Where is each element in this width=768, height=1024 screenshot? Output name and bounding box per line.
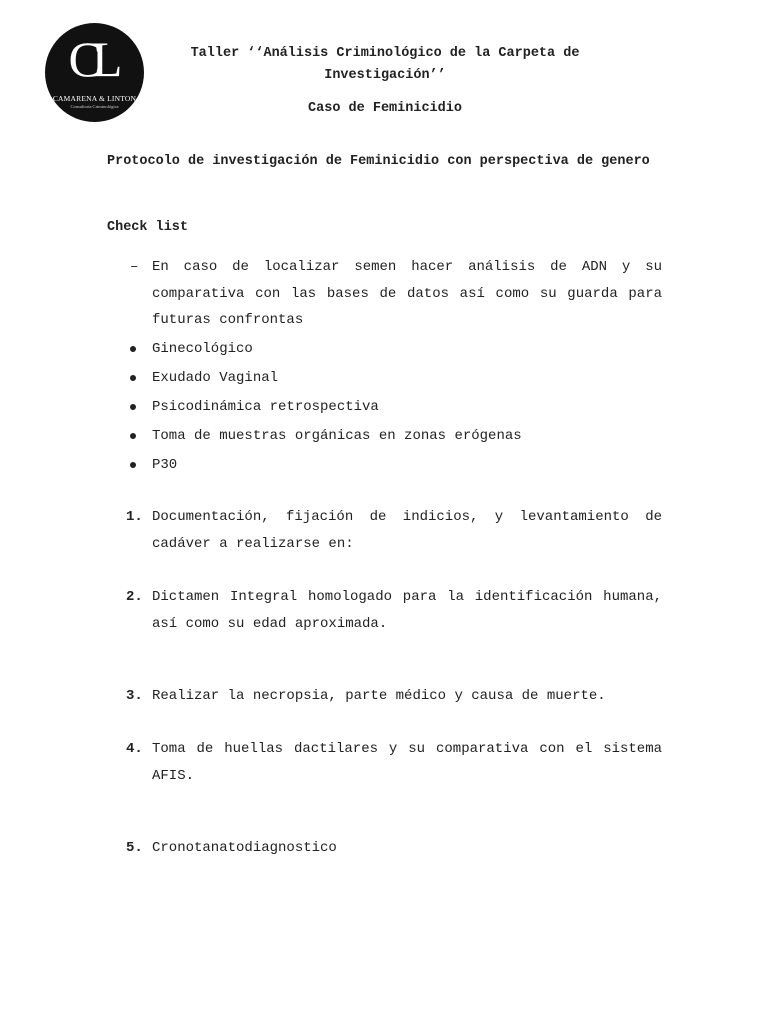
- bullet-icon: [130, 462, 136, 468]
- bullet-item: [130, 425, 522, 454]
- bullet-text: Psicodinámica retrospectiva: [152, 399, 379, 415]
- bullet-icon: [130, 346, 136, 352]
- dash-marker: –: [130, 259, 139, 275]
- document-title: Taller ‘‘Análisis Criminológico de la Carpeta de Investigación’’: [190, 46, 580, 83]
- item-text: Toma de huellas dactilares y su comparativa con el sistema AFIS.: [152, 741, 662, 784]
- item-number: 3.: [126, 688, 143, 704]
- numbered-item: [126, 683, 662, 710]
- bullet-text: Toma de muestras orgánicas en zonas erógenas: [152, 428, 522, 444]
- bullet-text: P30: [152, 457, 178, 473]
- logo-tagline: Consultoría Criminológica: [70, 104, 119, 109]
- numbered-item: [126, 736, 662, 789]
- item-text: Documentación, fijación de indicios, y levantamiento de cadáver a realizarse en:: [152, 509, 662, 552]
- bullet-list: [130, 338, 522, 483]
- bullet-text: Ginecológico: [152, 341, 253, 357]
- company-logo: [45, 23, 144, 122]
- dash-item-text: En caso de localizar semen hacer análisis de ADN y su comparativa con las bases de datos así como su guarda para futuras confrontas: [152, 259, 662, 328]
- item-text: Realizar la necropsia, parte médico y causa de muerte.: [152, 688, 606, 704]
- item-number: 5.: [126, 840, 143, 856]
- item-number: 1.: [126, 509, 143, 525]
- bullet-icon: [130, 404, 136, 410]
- document-subtitle: Caso de Feminicidio: [308, 101, 462, 116]
- checklist-label: Check list: [107, 220, 189, 235]
- bullet-icon: [130, 375, 136, 381]
- bullet-item: [130, 338, 522, 367]
- logo-name: CAMARENA & LINTON: [52, 94, 137, 103]
- section-heading: Protocolo de investigación de Feminicidio con perspectiva de genero: [107, 154, 650, 169]
- dash-list-item: [130, 254, 662, 334]
- bullet-text: Exudado Vaginal: [152, 370, 279, 386]
- item-number: 2.: [126, 589, 143, 605]
- bullet-item: [130, 367, 522, 396]
- numbered-item: [126, 504, 662, 557]
- numbered-item: [126, 584, 662, 637]
- numbered-item: [126, 835, 662, 862]
- item-text: Dictamen Integral homologado para la identificación humana, así como su edad aproximada.: [152, 589, 662, 632]
- item-text: Cronotanatodiagnostico: [152, 840, 337, 856]
- bullet-icon: [130, 433, 136, 439]
- item-number: 4.: [126, 741, 143, 757]
- bullet-item: [130, 396, 522, 425]
- logo-monogram: CL: [68, 31, 113, 87]
- bullet-item: [130, 454, 522, 483]
